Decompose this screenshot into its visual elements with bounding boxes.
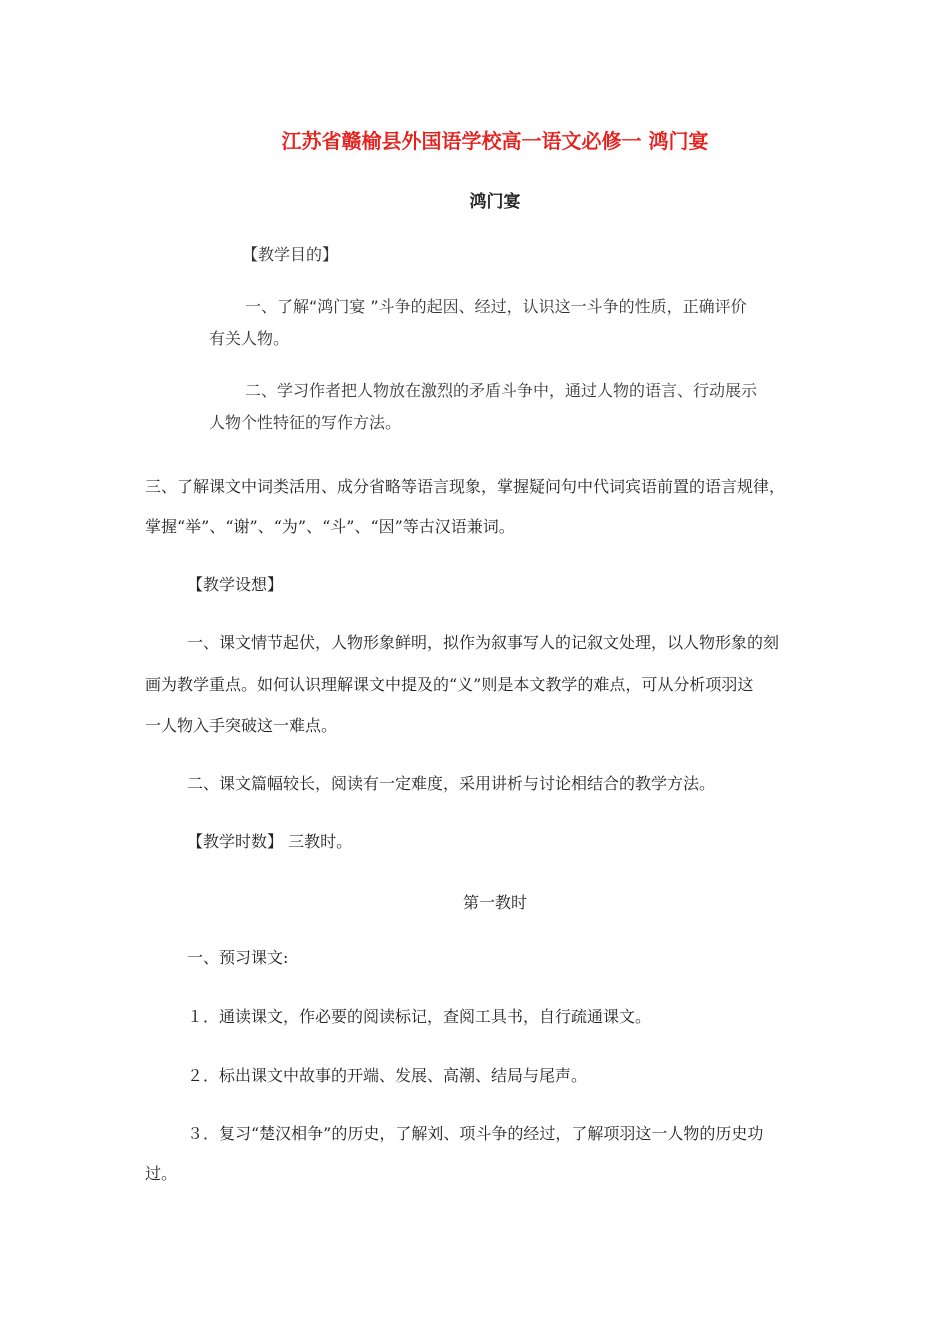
lesson-1-heading: 第一教时 [462, 893, 527, 912]
design-1-line-2: 画为教学重点。如何认识理解课文中提及的“义”则是本文教学的难点，可从分析项羽这 [145, 675, 754, 694]
design-1-line-3: 一人物入手突破这一难点。 [145, 716, 338, 735]
lesson-1-sub-1: １．通读课文，作必要的阅读标记，查阅工具书，自行疏通课文。 [187, 1007, 652, 1026]
objectives-heading: 【教学目的】 [242, 245, 339, 264]
lesson-1-sub-2: ２．标出课文中故事的开端、发展、高潮、结局与尾声。 [187, 1066, 588, 1085]
lesson-subtitle: 鸿门宴 [469, 192, 521, 212]
objective-2-line-2: 人物个性特征的写作方法。 [209, 413, 402, 432]
document-title: 江苏省赣榆县外国语学校高一语文必修一 鸿门宴 [281, 129, 709, 153]
lesson-1-sub-3-line-2: 过。 [145, 1164, 178, 1183]
objective-1-line-2: 有关人物。 [209, 329, 290, 348]
teaching-hours: 【教学时数】 三教时。 [187, 832, 353, 851]
design-1-line-1: 一、课文情节起伏，人物形象鲜明，拟作为叙事写人的记叙文处理，以人物形象的刻 [187, 633, 780, 652]
design-heading: 【教学设想】 [187, 575, 284, 594]
lesson-1-sub-3-line-1: ３．复习“楚汉相争”的历史，了解刘、项斗争的经过，了解项羽这一人物的历史功 [187, 1124, 764, 1143]
design-2: 二、课文篇幅较长，阅读有一定难度，采用讲析与讨论相结合的教学方法。 [187, 774, 716, 793]
objective-3-line-1: 三、了解课文中词类活用、成分省略等语言现象，掌握疑问句中代词宾语前置的语言规律， [145, 477, 786, 496]
lesson-1-step-1: 一、预习课文: [187, 948, 289, 967]
objective-1-line-1: 一、了解“鸿门宴 ”斗争的起因、经过，认识这一斗争的性质，正确评价 [245, 297, 747, 316]
objective-2-line-1: 二、学习作者把人物放在激烈的矛盾斗争中，通过人物的语言、行动展示 [245, 381, 758, 400]
objective-3-line-2: 掌握“举”、“谢”、“为”、“斗”、“因”等古汉语兼词。 [145, 517, 515, 536]
